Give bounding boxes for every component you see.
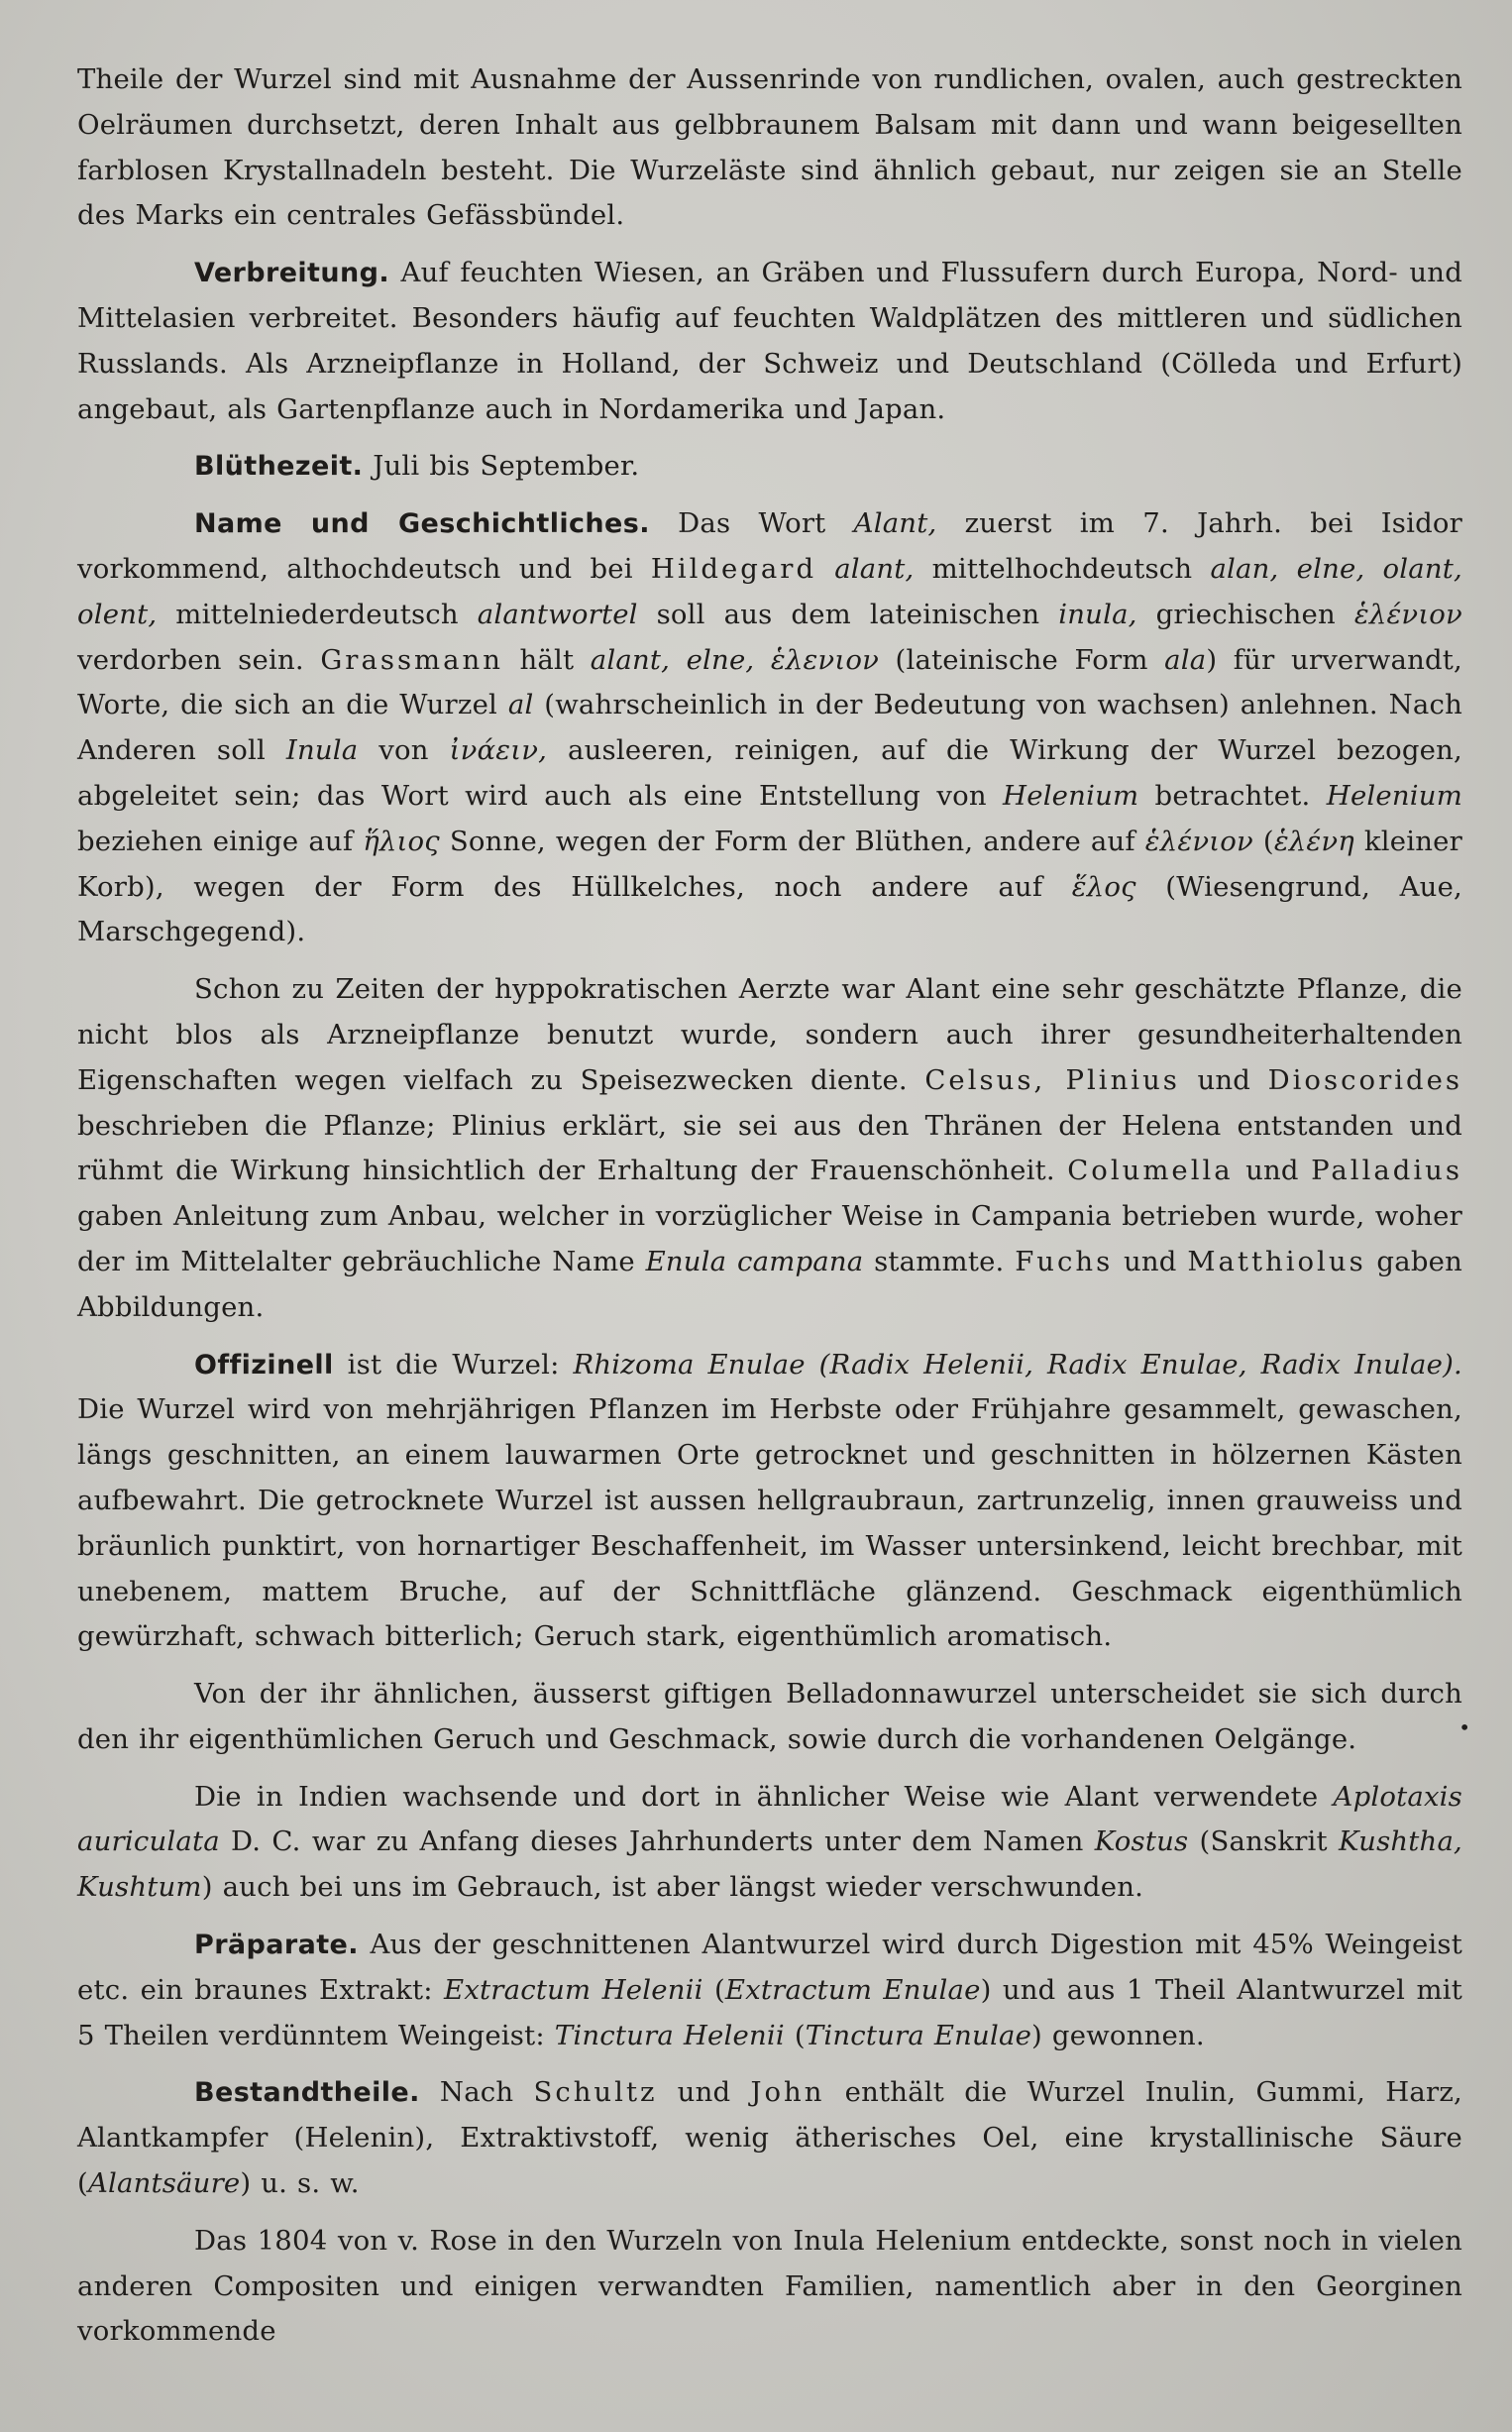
text: (wahrscheinlich in der Bedeutung von wachsen) anlehnen. Nach Anderen soll xyxy=(77,689,1462,767)
italic-term: alant, xyxy=(834,552,915,585)
greek-term: ἰνάειν, xyxy=(449,734,548,767)
person-name: Celsus, Plinius xyxy=(924,1063,1180,1096)
greek-term: ἕλος xyxy=(1071,870,1136,903)
person-name: Fuchs xyxy=(1015,1245,1114,1277)
text: und xyxy=(1113,1245,1188,1277)
text: und xyxy=(1233,1155,1312,1187)
text: Auf feuchten Wiesen, an Gräben und Flussufern durch Europa, Nord- und Mittelasien verbreitet. Besonders häufig auf feuchten Waldplätzen des mittleren und südlichen Russlands. Als Arzneipflanze in Holland, der Schweiz und Deutschland (Cölleda und Erfurt) angebaut, als Gartenpflanze auch in Nordamerika und Japan. xyxy=(77,257,1462,425)
paragraph-verbreitung xyxy=(77,251,1462,432)
italic-term: ala xyxy=(1164,643,1207,676)
text: mittelhochdeutsch xyxy=(914,552,1211,585)
greek-term: ἑλένιον xyxy=(1353,598,1462,630)
italic-term: alan, elne, olant, olent, xyxy=(77,552,1462,630)
person-name: Dioscorides xyxy=(1267,1063,1462,1096)
person-name: Schultz xyxy=(533,2076,658,2109)
heading-praeparate: Präparate. xyxy=(194,1930,359,1961)
person-name: Matthiolus xyxy=(1187,1245,1366,1277)
text: zuerst im 7. Jahrh. bei Isidor vorkommend, althochdeutsch und bei xyxy=(77,507,1463,585)
text: ) und aus 1 Theil Alantwurzel mit 5 Theilen verdünntem Weingeist: xyxy=(77,1973,1462,2051)
italic-term: Helenium xyxy=(1003,779,1139,812)
person-name: John xyxy=(750,2076,825,2109)
text: gaben Abbildungen. xyxy=(77,1245,1463,1323)
text: Nach xyxy=(419,2076,534,2109)
text: und xyxy=(657,2076,751,2109)
text: und xyxy=(1179,1063,1268,1096)
text: kleiner Korb), wegen der Form des Hüllkelches, noch andere auf xyxy=(77,825,1462,903)
paragraph-belladonna xyxy=(77,1672,1462,1763)
text: beziehen einige auf xyxy=(77,825,364,857)
text: betrachtet. xyxy=(1138,779,1327,812)
text: Juli bis September. xyxy=(363,450,640,483)
italic-term: Rhizoma Enulae (Radix Helenii, Radix Enulae, Radix Inulae). xyxy=(573,1348,1462,1381)
text: Schon zu Zeiten der hyppokratischen Aerzte war Alant eine sehr geschätzte Pflanze, die nicht blos als Arzneipflanze benutzt wurde, sondern auch ihrer gesundheiterhaltenden Eigenschaften wegen vielfach zu Speisezwecken diente. xyxy=(77,973,1462,1096)
text: Die in Indien wachsende und dort in ähnlicher Weise wie Alant verwendete xyxy=(194,1780,1334,1813)
italic-term: Kostus xyxy=(1094,1825,1189,1858)
text xyxy=(816,553,834,585)
person-name: Columella xyxy=(1067,1155,1234,1187)
person-name: Palladius xyxy=(1311,1155,1462,1187)
italic-term: Enula campana xyxy=(645,1245,864,1277)
text: ) u. s. w. xyxy=(240,2167,360,2200)
text: ) für urverwandt, Worte, die sich an die Wurzel xyxy=(77,643,1462,721)
text: Sonne, wegen der Form der Blüthen, andere auf xyxy=(439,825,1145,857)
italic-term: inula, xyxy=(1058,598,1137,630)
text: enthält die Wurzel Inulin, Gummi, Harz, Alantkampfer (Helenin), Extraktivstoff, wenig ätherisches Oel, eine krystallinische Säure ( xyxy=(77,2076,1462,2200)
heading-bluethezeit: Blüthezeit. xyxy=(194,451,364,483)
text: (Sanskrit xyxy=(1188,1825,1340,1858)
text: gaben Anleitung zum Anbau, welcher in vorzüglicher Weise in Campania betrieben wurde, woher der im Mittelalter gebräuchliche Name xyxy=(77,1200,1462,1277)
text: verdorben sein. xyxy=(77,643,321,676)
text: (Wiesengrund, Aue, Marschgegend). xyxy=(77,870,1462,948)
heading-offizinell: Offizinell xyxy=(194,1349,334,1381)
text: von xyxy=(358,734,450,767)
text: ( xyxy=(784,2019,806,2051)
paragraph-wurzel-anatomie xyxy=(77,57,1462,239)
paragraph-inulin xyxy=(77,2219,1462,2355)
person-name: Hildegard xyxy=(650,552,817,585)
text: soll aus dem lateinischen xyxy=(637,598,1059,630)
text: (lateinische Form xyxy=(879,643,1165,676)
italic-term: Extractum Enulae xyxy=(724,1973,981,2006)
text: stammte. xyxy=(863,1245,1016,1277)
italic-term: Tinctura Enulae xyxy=(805,2019,1032,2051)
heading-name-geschichtliches: Name und Geschichtliches. xyxy=(194,508,650,540)
text: Von der ihr ähnlichen, äusserst giftigen Belladonnawurzel unterscheidet sie sich durch den ihr eigenthümlichen Geruch und Geschmack, sowie durch die vorhandenen Oelgänge. xyxy=(77,1678,1462,1755)
text: ausleeren, reinigen, auf die Wirkung der Wurzel bezogen, abgeleitet sein; das Wort wird auch als eine Entstellung von xyxy=(77,734,1462,812)
paragraph-name-geschichtliches xyxy=(77,501,1462,955)
text: ( xyxy=(702,1973,725,2006)
greek-term: ἑλένιον xyxy=(1144,825,1253,857)
text: ( xyxy=(1252,825,1274,857)
text: hält xyxy=(502,643,591,676)
text: Die Wurzel wird von mehrjährigen Pflanzen im Herbste oder Frühjahre gesammelt, gewaschen, längs geschnitten, an einem lauwarmen Orte getrocknet und geschnitten in hölzernen Kästen aufbewahrt. Die getrocknete Wurzel ist aussen hellgraubraun, zartrunzelig, innen grauweiss und bräunlich punktirt, von hornartiger Beschaffenheit, im Wasser untersinkend, leicht brechbar, mit unebenem, mattem Bruche, auf der Schnittfläche glänzend. Geschmack eigenthümlich gewürzhaft, schwach bitterlich; Geruch stark, eigenthümlich aromatisch. xyxy=(77,1393,1462,1653)
text: ist die Wurzel: xyxy=(333,1348,574,1381)
italic-term: al xyxy=(507,689,534,721)
text: Das Wort xyxy=(649,507,854,540)
text: Das 1804 von v. Rose in den Wurzeln von Inula Helenium entdeckte, sonst noch in vielen anderen Compositen und einigen verwandten Familien, namentlich aber in den Georginen vorkommende xyxy=(77,2224,1462,2348)
italic-term: Alant, xyxy=(853,507,937,540)
paragraph-bluethezeit xyxy=(77,444,1462,490)
italic-term: Helenium xyxy=(1326,779,1462,812)
text: beschrieben die Pflanze; Plinius erklärt, sie sei aus den Thränen der Helena entstanden und rühmt die Wirkung hinsichtlich der Erhaltung der Frauenschönheit. xyxy=(77,1109,1462,1187)
paragraph-bestandtheile xyxy=(77,2070,1462,2206)
text: griechischen xyxy=(1136,598,1354,630)
paragraph-aplotaxis xyxy=(77,1775,1462,1911)
text: mittelniederdeutsch xyxy=(157,598,478,630)
greek-term: ἥλιος xyxy=(363,825,440,857)
italic-term: alantwortel xyxy=(477,598,638,630)
text: ) gewonnen. xyxy=(1031,2019,1205,2051)
paragraph-praeparate xyxy=(77,1923,1462,2058)
text: Aus der geschnittenen Alantwurzel wird durch Digestion mit 45% Weingeist etc. ein braunes Extrakt: xyxy=(77,1929,1462,2006)
paragraph-offizinell xyxy=(77,1343,1462,1661)
heading-bestandtheile: Bestandtheile. xyxy=(194,2077,420,2109)
italic-term: Tinctura Helenii xyxy=(554,2019,785,2051)
paragraph-hippokratische-aerzte xyxy=(77,967,1462,1330)
text: D. C. war zu Anfang dieses Jahrhunderts unter dem Namen xyxy=(219,1825,1095,1858)
text: Theile der Wurzel sind mit Ausnahme der Aussenrinde von rundlichen, ovalen, auch gestreckten Oelräumen durchsetzt, deren Inhalt aus gelbbraunem Balsam mit dann und wann beigesellten farblosen Krystallnadeln besteht. Die Wurzeläste sind ähnlich gebaut, nur zeigen sie an Stelle des Marks ein centrales Gefässbündel. xyxy=(77,63,1462,232)
italic-term: Extractum Helenii xyxy=(444,1973,703,2006)
person-name: Grassmann xyxy=(320,643,503,676)
text: ) auch bei uns im Gebrauch, ist aber längst wieder verschwunden. xyxy=(201,1871,1144,1904)
margin-dot-mark: • xyxy=(1458,1715,1470,1739)
heading-verbreitung: Verbreitung. xyxy=(194,258,389,289)
italic-term: Alantsäure xyxy=(87,2167,241,2200)
italic-term: alant, elne, ἑλενιον xyxy=(590,643,879,676)
italic-term: Inula xyxy=(285,734,359,767)
italic-term: Aplotaxis auriculata xyxy=(77,1780,1462,1858)
italic-term: Kushtha, Kushtum xyxy=(77,1825,1462,1904)
page-body xyxy=(77,57,1462,2355)
greek-term: ἑλένη xyxy=(1273,825,1354,857)
